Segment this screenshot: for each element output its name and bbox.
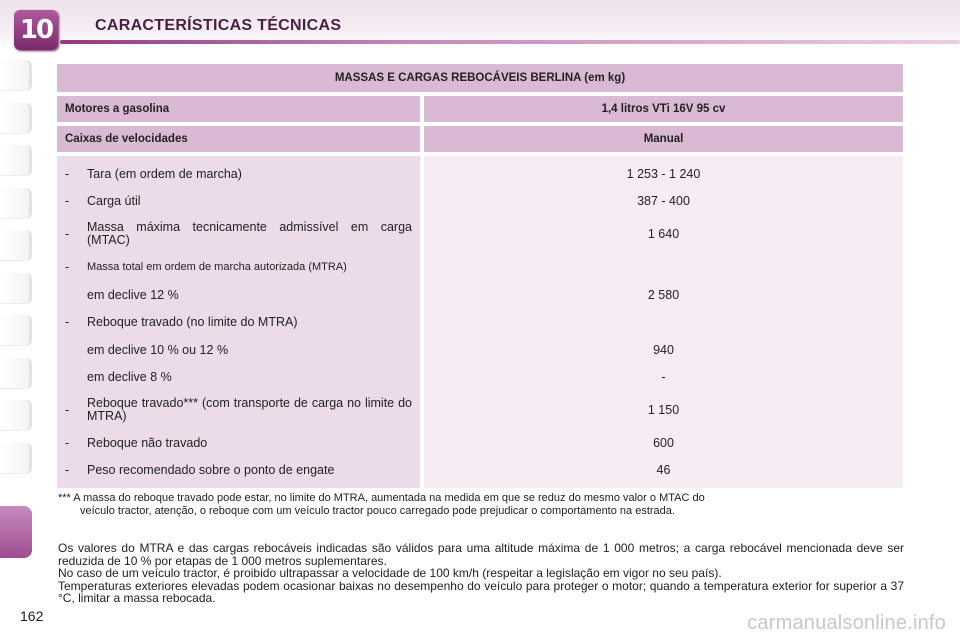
chapter-tab[interactable] (0, 230, 32, 261)
row-value: 46 (656, 463, 671, 477)
row-dash: - (65, 463, 70, 477)
row-value (424, 253, 903, 281)
row-dash: - (65, 226, 70, 241)
row-label: Reboque travado*** (com transporte de carga no limite do MTRA) (87, 396, 412, 423)
labels-column (57, 156, 420, 488)
page-number: 162 (20, 608, 44, 624)
table-body (57, 156, 903, 488)
row-value: - (661, 370, 666, 384)
row-dash: - (65, 402, 70, 417)
header-rule (60, 40, 960, 44)
table-row (57, 391, 420, 429)
table-row (57, 336, 420, 364)
chapter-tab[interactable] (0, 60, 32, 91)
row-label: em declive 12 % (87, 287, 179, 302)
footnote (58, 492, 904, 518)
row-label: Reboque travado (no limite do MTRA) (87, 315, 298, 329)
chapter-tab[interactable] (0, 188, 32, 219)
row-value (424, 309, 903, 336)
gearbox-label: Caixas de velocidades (57, 126, 420, 152)
watermark: carmanualsonline.info (747, 612, 946, 634)
chapter-tab[interactable] (0, 315, 32, 346)
row-label: Peso recomendado sobre o ponto de engate (87, 463, 335, 477)
row-label: em declive 10 % ou 12 % (87, 342, 229, 357)
table-row (57, 188, 420, 215)
table-row (57, 253, 420, 281)
row-value: 1 640 (647, 226, 680, 241)
row-dash: - (65, 194, 70, 208)
row-value: 2 580 (647, 287, 680, 302)
chapter-tab[interactable] (0, 358, 32, 389)
gearbox-row (57, 126, 903, 152)
row-value: 1 150 (647, 402, 680, 417)
footnote-line-1: *** A massa do reboque travado pode estar, no limite do MTRA, aumentada na medida em que se reduz do mesmo valor o MTAC do (58, 492, 705, 504)
chapter-tab-active[interactable] (0, 506, 32, 558)
notes-paragraph (58, 542, 904, 605)
table-row (57, 160, 420, 188)
page-title: CARACTERÍSTICAS TÉCNICAS (95, 17, 342, 34)
row-dash: - (65, 435, 70, 450)
table-banner: MASSAS E CARGAS REBOCÁVEIS BERLINA (em kg) (57, 64, 903, 92)
row-dash: - (65, 166, 70, 181)
row-label: Massa máxima tecnicamente admissível em carga (MTAC) (87, 220, 412, 247)
row-value: 600 (653, 435, 674, 450)
row-label: Reboque não travado (87, 435, 208, 450)
row-value: 1 253 - 1 240 (626, 166, 701, 181)
table-row (57, 215, 420, 253)
chapter-tab[interactable] (0, 103, 32, 134)
gearbox-value: Manual (424, 126, 903, 152)
mass-load-table (57, 64, 903, 488)
table-row (57, 281, 420, 309)
chapter-tab[interactable] (0, 273, 32, 304)
chapter-tab[interactable] (0, 443, 32, 474)
engine-label: Motores a gasolina (57, 96, 420, 122)
engine-value: 1,4 litros VTi 16V 95 cv (424, 96, 903, 122)
chapter-tab[interactable] (0, 400, 32, 431)
note-altitude: Os valores do MTRA e das cargas rebocáveis indicadas são válidos para uma altitude máxima de 1 000 metros; a carga rebocável mencionada deve ser reduzida de 10 % por etapas de 1 000 metros suplementares. (58, 541, 904, 568)
row-value: 387 - 400 (637, 194, 690, 208)
engine-row (57, 96, 903, 122)
row-label: Massa total em ordem de marcha autorizada (MTRA) (87, 260, 347, 273)
footnote-line-2: veículo tractor, atenção, o reboque com um veículo tractor pouco carregado pode prejudicar o comportamento na estrada. (80, 505, 675, 517)
row-label: Carga útil (87, 194, 141, 208)
note-speed: No caso de um veículo tractor, é proibido ultrapassar a velocidade de 100 km/h (respeitar a legislação em vigor no seu país). (58, 566, 722, 580)
table-row (57, 364, 420, 391)
row-dash: - (65, 315, 70, 329)
note-temperature: Temperaturas exteriores elevadas podem ocasionar baixas no desempenho do veículo para proteger o motor; quando a temperatura exterior for superior a 37 °C, limitar a massa rebocada. (58, 578, 904, 605)
chapter-badge: 10 (14, 10, 58, 50)
row-value: 940 (653, 342, 674, 357)
table-row (57, 457, 420, 484)
row-dash: - (65, 259, 70, 274)
chapter-tabs (0, 60, 32, 580)
table-row (57, 309, 420, 336)
row-label: Tara (em ordem de marcha) (87, 166, 242, 181)
values-column (424, 156, 903, 488)
row-label: em declive 8 % (87, 370, 172, 384)
chapter-tab[interactable] (0, 145, 32, 176)
table-row (57, 429, 420, 457)
